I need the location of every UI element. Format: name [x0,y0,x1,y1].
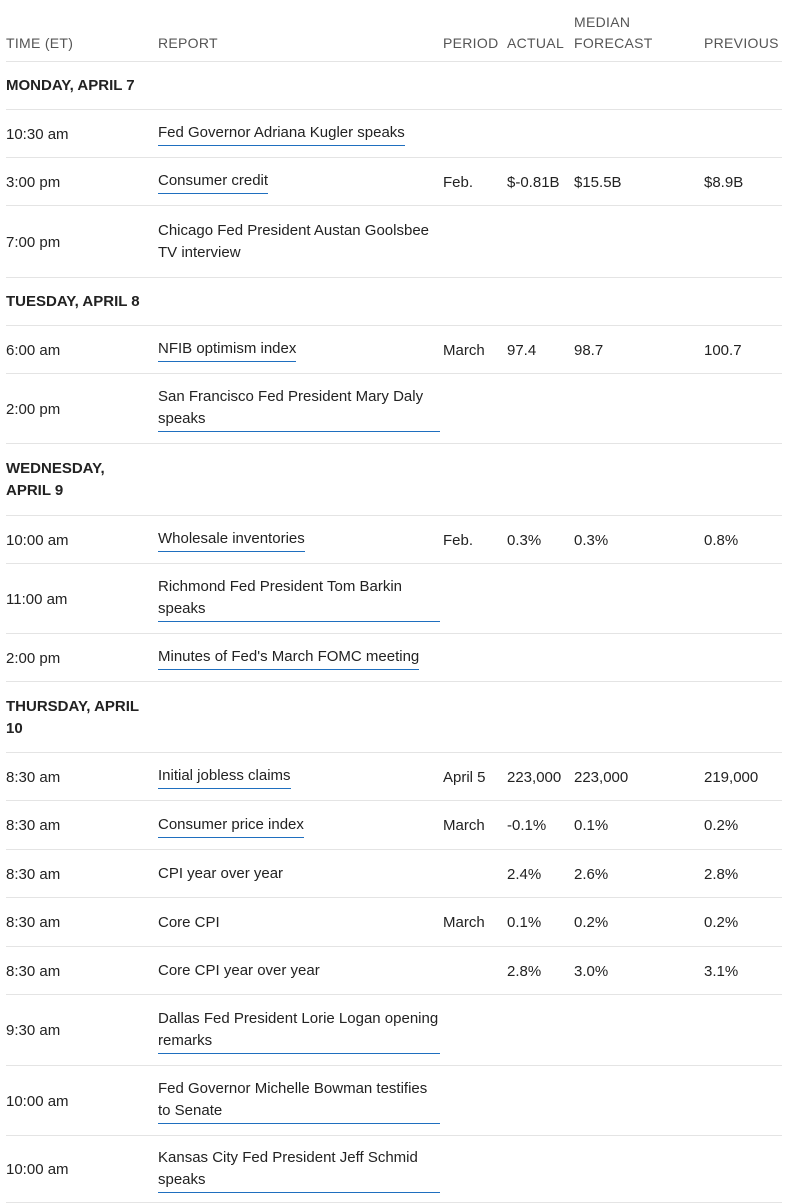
table-row [0,326,797,374]
time-cell-text: 10:00 am [6,531,69,549]
report-cell [158,898,440,947]
report-cell [158,206,440,278]
time-cell [6,206,146,278]
report-cell [158,947,440,995]
time-cell [6,326,146,374]
table-row [0,110,797,158]
time-cell-text: 10:30 am [6,125,69,143]
period-cell-text: April 5 [443,768,486,786]
report-cell [158,326,440,374]
forecast-cell [574,158,684,206]
period-cell-text: March [443,914,485,931]
forecast-cell [574,516,684,564]
table-row [0,634,797,682]
day-label-text: WEDNESDAY, APRIL 9 [6,460,105,499]
table-row [0,516,797,564]
forecast-cell-text: 98.7 [574,341,604,359]
forecast-cell-text: 0.1% [574,817,609,834]
forecast-cell [574,801,684,850]
table-row [0,801,797,850]
table-row [0,1066,797,1136]
period-cell [443,326,507,374]
day-label-text: MONDAY, APRIL 7 [6,77,135,94]
table-row [0,850,797,898]
day-header-row [0,682,797,753]
time-cell [6,898,146,947]
previous-cell-text: 219,000 [704,768,759,786]
table-row [0,564,797,634]
actual-cell-text: 0.3% [507,531,542,549]
time-cell-text: 8:30 am [6,865,61,883]
report-link[interactable]: San Francisco Fed President Mary Daly speaks [158,386,440,432]
day-label-text: TUESDAY, APRIL 8 [6,293,140,310]
time-cell-text: 2:00 pm [6,400,61,418]
report-link[interactable]: Minutes of Fed's March FOMC meeting [158,646,419,670]
previous-cell-text: $8.9B [704,173,744,191]
forecast-cell-text: $15.5B [574,173,622,191]
period-cell-text: Feb. [443,173,474,191]
header-median: MEDIAN [574,14,631,30]
report-label: Core CPI [158,913,220,931]
actual-cell [507,753,574,801]
time-cell-text: 9:30 am [6,1022,61,1039]
report-link[interactable]: Consumer price index [158,814,304,838]
day-header-row [0,444,797,516]
report-cell [158,564,440,634]
previous-cell [704,850,784,898]
forecast-cell-text: 223,000 [574,768,629,786]
forecast-cell [574,850,684,898]
time-cell-text: 2:00 pm [6,649,61,667]
time-cell [6,947,146,995]
day-header-row [0,62,797,110]
report-cell [158,850,440,898]
previous-cell-text: 0.2% [704,817,739,834]
actual-cell-text: 2.8% [507,962,542,980]
period-cell [443,158,507,206]
header-actual: ACTUAL [507,35,565,51]
forecast-cell [574,898,684,947]
actual-cell-text: 97.4 [507,341,537,359]
report-link[interactable]: Fed Governor Adriana Kugler speaks [158,122,405,146]
report-link[interactable]: Wholesale inventories [158,528,305,552]
actual-cell [507,898,574,947]
report-label: CPI year over year [158,865,284,882]
actual-cell [507,516,574,564]
previous-cell [704,326,784,374]
table-row [0,995,797,1066]
time-cell [6,753,146,801]
previous-cell [704,947,784,995]
forecast-cell-text: 0.2% [574,914,609,931]
period-cell [443,516,507,564]
previous-cell [704,516,784,564]
previous-cell-text: 2.8% [704,865,739,883]
period-cell [443,898,507,947]
header-period: PERIOD [443,35,499,51]
forecast-cell-text: 0.3% [574,531,609,549]
forecast-cell [574,326,684,374]
previous-cell [704,801,784,850]
actual-cell [507,326,574,374]
actual-cell-text: 0.1% [507,914,542,931]
previous-cell [704,158,784,206]
time-cell-text: 11:00 am [6,590,68,608]
table-row [0,898,797,947]
time-cell-text: 6:00 am [6,341,61,359]
time-cell [6,850,146,898]
time-cell-text: 8:30 am [6,768,61,786]
day-label [6,278,146,326]
previous-cell-text: 100.7 [704,341,742,359]
actual-cell-text: $-0.81B [507,173,560,191]
report-cell [158,634,440,682]
report-cell [158,1136,440,1203]
forecast-cell [574,753,684,801]
time-cell [6,801,146,850]
time-cell [6,1066,146,1136]
table-row [0,947,797,995]
table-row [0,1136,797,1203]
report-link[interactable]: Initial jobless claims [158,765,291,789]
report-cell [158,374,440,444]
actual-cell [507,947,574,995]
report-cell [158,753,440,801]
previous-cell-text: 3.1% [704,962,739,980]
report-cell [158,801,440,850]
header-report: REPORT [158,35,218,51]
report-cell [158,995,440,1066]
forecast-cell [574,947,684,995]
table-header [0,0,797,62]
time-cell [6,374,146,444]
header-previous: PREVIOUS [704,35,779,51]
report-cell [158,516,440,564]
previous-cell-text: 0.8% [704,531,739,549]
day-label-text: THURSDAY, APRIL 10 [6,697,139,737]
report-link[interactable]: Dallas Fed President Lorie Logan opening remarks [158,1008,440,1054]
report-cell [158,1066,440,1136]
report-label: Chicago Fed President Austan Goolsbee TV interview [158,222,430,261]
report-label: Core CPI year over year [158,962,320,979]
table-row [0,753,797,801]
time-cell-text: 10:00 am [6,1161,69,1178]
period-cell [443,753,507,801]
report-cell [158,110,440,158]
previous-cell [704,898,784,947]
time-cell [6,634,146,682]
table-row [0,206,797,278]
previous-cell [704,753,784,801]
forecast-cell-text: 3.0% [574,962,609,980]
time-cell [6,110,146,158]
time-cell-text: 7:00 pm [6,233,61,251]
time-cell [6,1136,146,1203]
actual-cell [507,850,574,898]
actual-cell-text: -0.1% [507,817,547,834]
day-header-row [0,278,797,326]
report-cell [158,158,440,206]
report-link[interactable]: Fed Governor Michelle Bowman testifies to Senate [158,1078,440,1124]
report-link[interactable]: Kansas City Fed President Jeff Schmid speaks [158,1147,440,1193]
period-cell [443,801,507,850]
period-cell-text: Feb. [443,531,474,549]
actual-cell [507,801,574,850]
time-cell-text: 8:30 am [6,817,61,834]
time-cell [6,995,146,1066]
header-time: TIME (ET) [6,35,74,51]
previous-cell-text: 0.2% [704,914,739,931]
actual-cell-text: 2.4% [507,865,542,883]
table-row [0,374,797,444]
day-label [6,444,146,516]
time-cell-text: 3:00 pm [6,173,61,191]
actual-cell-text: 223,000 [507,768,562,786]
forecast-cell-text: 2.6% [574,865,609,883]
time-cell-text: 8:30 am [6,962,61,980]
report-link[interactable]: Consumer credit [158,170,268,194]
day-label [6,62,146,110]
report-link[interactable]: Richmond Fed President Tom Barkin speaks [158,576,440,622]
header-forecast: FORECAST [574,35,653,51]
period-cell-text: March [443,817,485,834]
report-link[interactable]: NFIB optimism index [158,338,296,362]
period-cell-text: March [443,341,485,359]
time-cell [6,516,146,564]
table-row [0,158,797,206]
day-label [6,682,146,753]
time-cell-text: 8:30 am [6,914,61,931]
time-cell-text: 10:00 am [6,1092,69,1110]
time-cell [6,158,146,206]
actual-cell [507,158,574,206]
time-cell [6,564,146,634]
